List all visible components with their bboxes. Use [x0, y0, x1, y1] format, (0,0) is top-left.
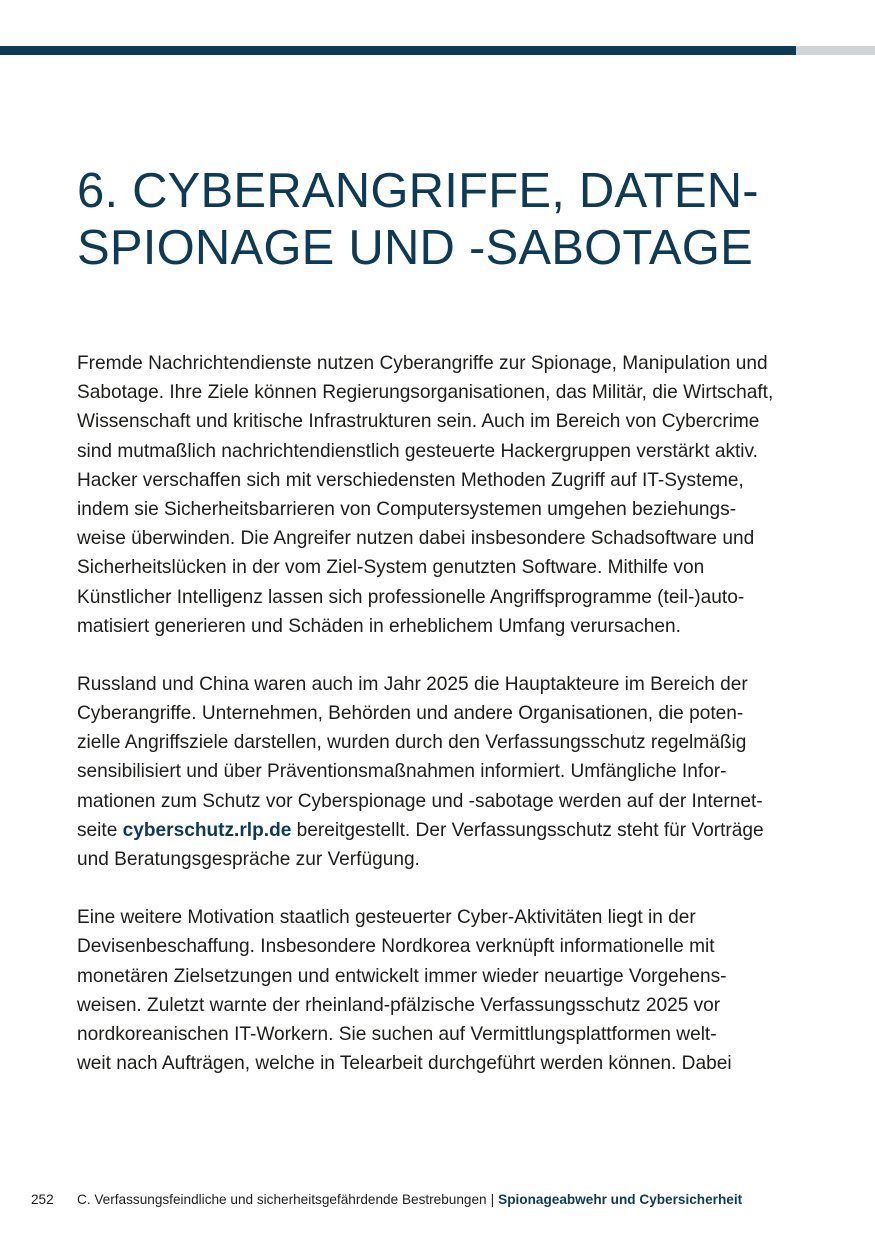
text-line: weise überwinden. Die Angreifer nutzen dabei insbesondere Schadsoftware und	[77, 528, 755, 550]
text-line: Eine weitere Motivation staatlich gesteuerter Cyber-Aktivitäten liegt in der	[77, 907, 696, 929]
page-footer	[0, 1190, 875, 1210]
text-line: Devisenbeschaffung. Insbesondere Nordkorea verknüpft informationelle mit	[77, 936, 715, 958]
text-line: sind mutmaßlich nachrichtendienstlich gesteuerte Hackergruppen verstärkt aktiv.	[77, 440, 758, 462]
paragraph-1	[77, 349, 807, 641]
text-line: indem sie Sicherheitsbarrieren von Computersystemen umgehen beziehungs-	[77, 498, 737, 520]
text-line-with-link	[77, 816, 807, 845]
text-line: Cyberangriffe. Unternehmen, Behörden und andere Organisationen, die poten-	[77, 703, 744, 725]
body-text	[77, 349, 807, 1107]
header-gray-bar	[796, 46, 875, 55]
text-line: nordkoreanischen IT-Workern. Sie suchen auf Vermittlungsplattformen welt-	[77, 1023, 717, 1045]
text-line: zielle Angriffsziele darstellen, wurden durch den Verfassungsschutz regelmäßig	[77, 732, 747, 754]
text-line: Künstlicher Intelligenz lassen sich professionelle Angriffsprogramme (teil-)auto-	[77, 586, 745, 608]
chapter-title-line-1: 6. CYBERANGRIFFE, DATEN-	[77, 164, 759, 218]
text-line: Fremde Nachrichtendienste nutzen Cyberangriffe zur Spionage, Manipulation und	[77, 353, 768, 374]
text-line: Wissenschaft und kritische Infrastrukturen sein. Auch im Bereich von Cybercrime	[77, 411, 760, 433]
text-line: matisiert generieren und Schäden in erheblichem Umfang verursachen.	[77, 615, 681, 637]
chapter-title	[77, 163, 837, 277]
text-line: Hacker verschaffen sich mit verschiedensten Methoden Zugriff auf IT-Systeme,	[77, 469, 744, 491]
cyberschutz-link[interactable]: cyberschutz.rlp.de	[122, 819, 292, 841]
link-line-prefix: seite	[77, 819, 123, 841]
text-line: weit nach Aufträgen, welche in Telearbeit durchgeführt werden können. Dabei	[77, 1053, 732, 1075]
paragraph-3	[77, 903, 807, 1078]
text-line: monetären Zielsetzungen und entwickelt immer wieder neuartige Vorgehens-	[77, 965, 727, 987]
text-line: und Beratungsgespräche zur Verfügung.	[77, 849, 420, 870]
text-line: sensibilisiert und über Präventionsmaßnahmen informiert. Umfängliche Infor-	[77, 761, 727, 783]
footer-running-title	[77, 1190, 742, 1210]
text-line: Russland und China waren auch im Jahr 2025 die Hauptakteure im Bereich der	[77, 673, 748, 695]
text-line: mationen zum Schutz vor Cyberspionage und -sabotage werden auf der Internet-	[77, 790, 763, 812]
link-line-suffix: bereitgestellt. Der Verfassungsschutz steht für Vorträge	[291, 819, 764, 841]
text-line: weisen. Zuletzt warnte der rheinland-pfälzische Verfassungsschutz 2025 vor	[77, 994, 721, 1016]
page-number: 252	[31, 1192, 54, 1207]
header-accent-bar	[0, 46, 796, 55]
text-line: Sicherheitslücken in der vom Ziel-System genutzten Software. Mithilfe von	[77, 557, 705, 579]
text-line: Sabotage. Ihre Ziele können Regierungsorganisationen, das Militär, die Wirtschaft,	[77, 382, 774, 404]
paragraph-2	[77, 670, 807, 874]
footer-separator: |	[490, 1192, 495, 1207]
footer-subsection: Spionageabwehr und Cybersicherheit	[498, 1192, 743, 1207]
chapter-title-line-2: SPIONAGE UND -SABOTAGE	[77, 221, 753, 275]
footer-section: C. Verfassungsfeindliche und sicherheitsgefährdende Bestrebungen	[77, 1192, 487, 1207]
